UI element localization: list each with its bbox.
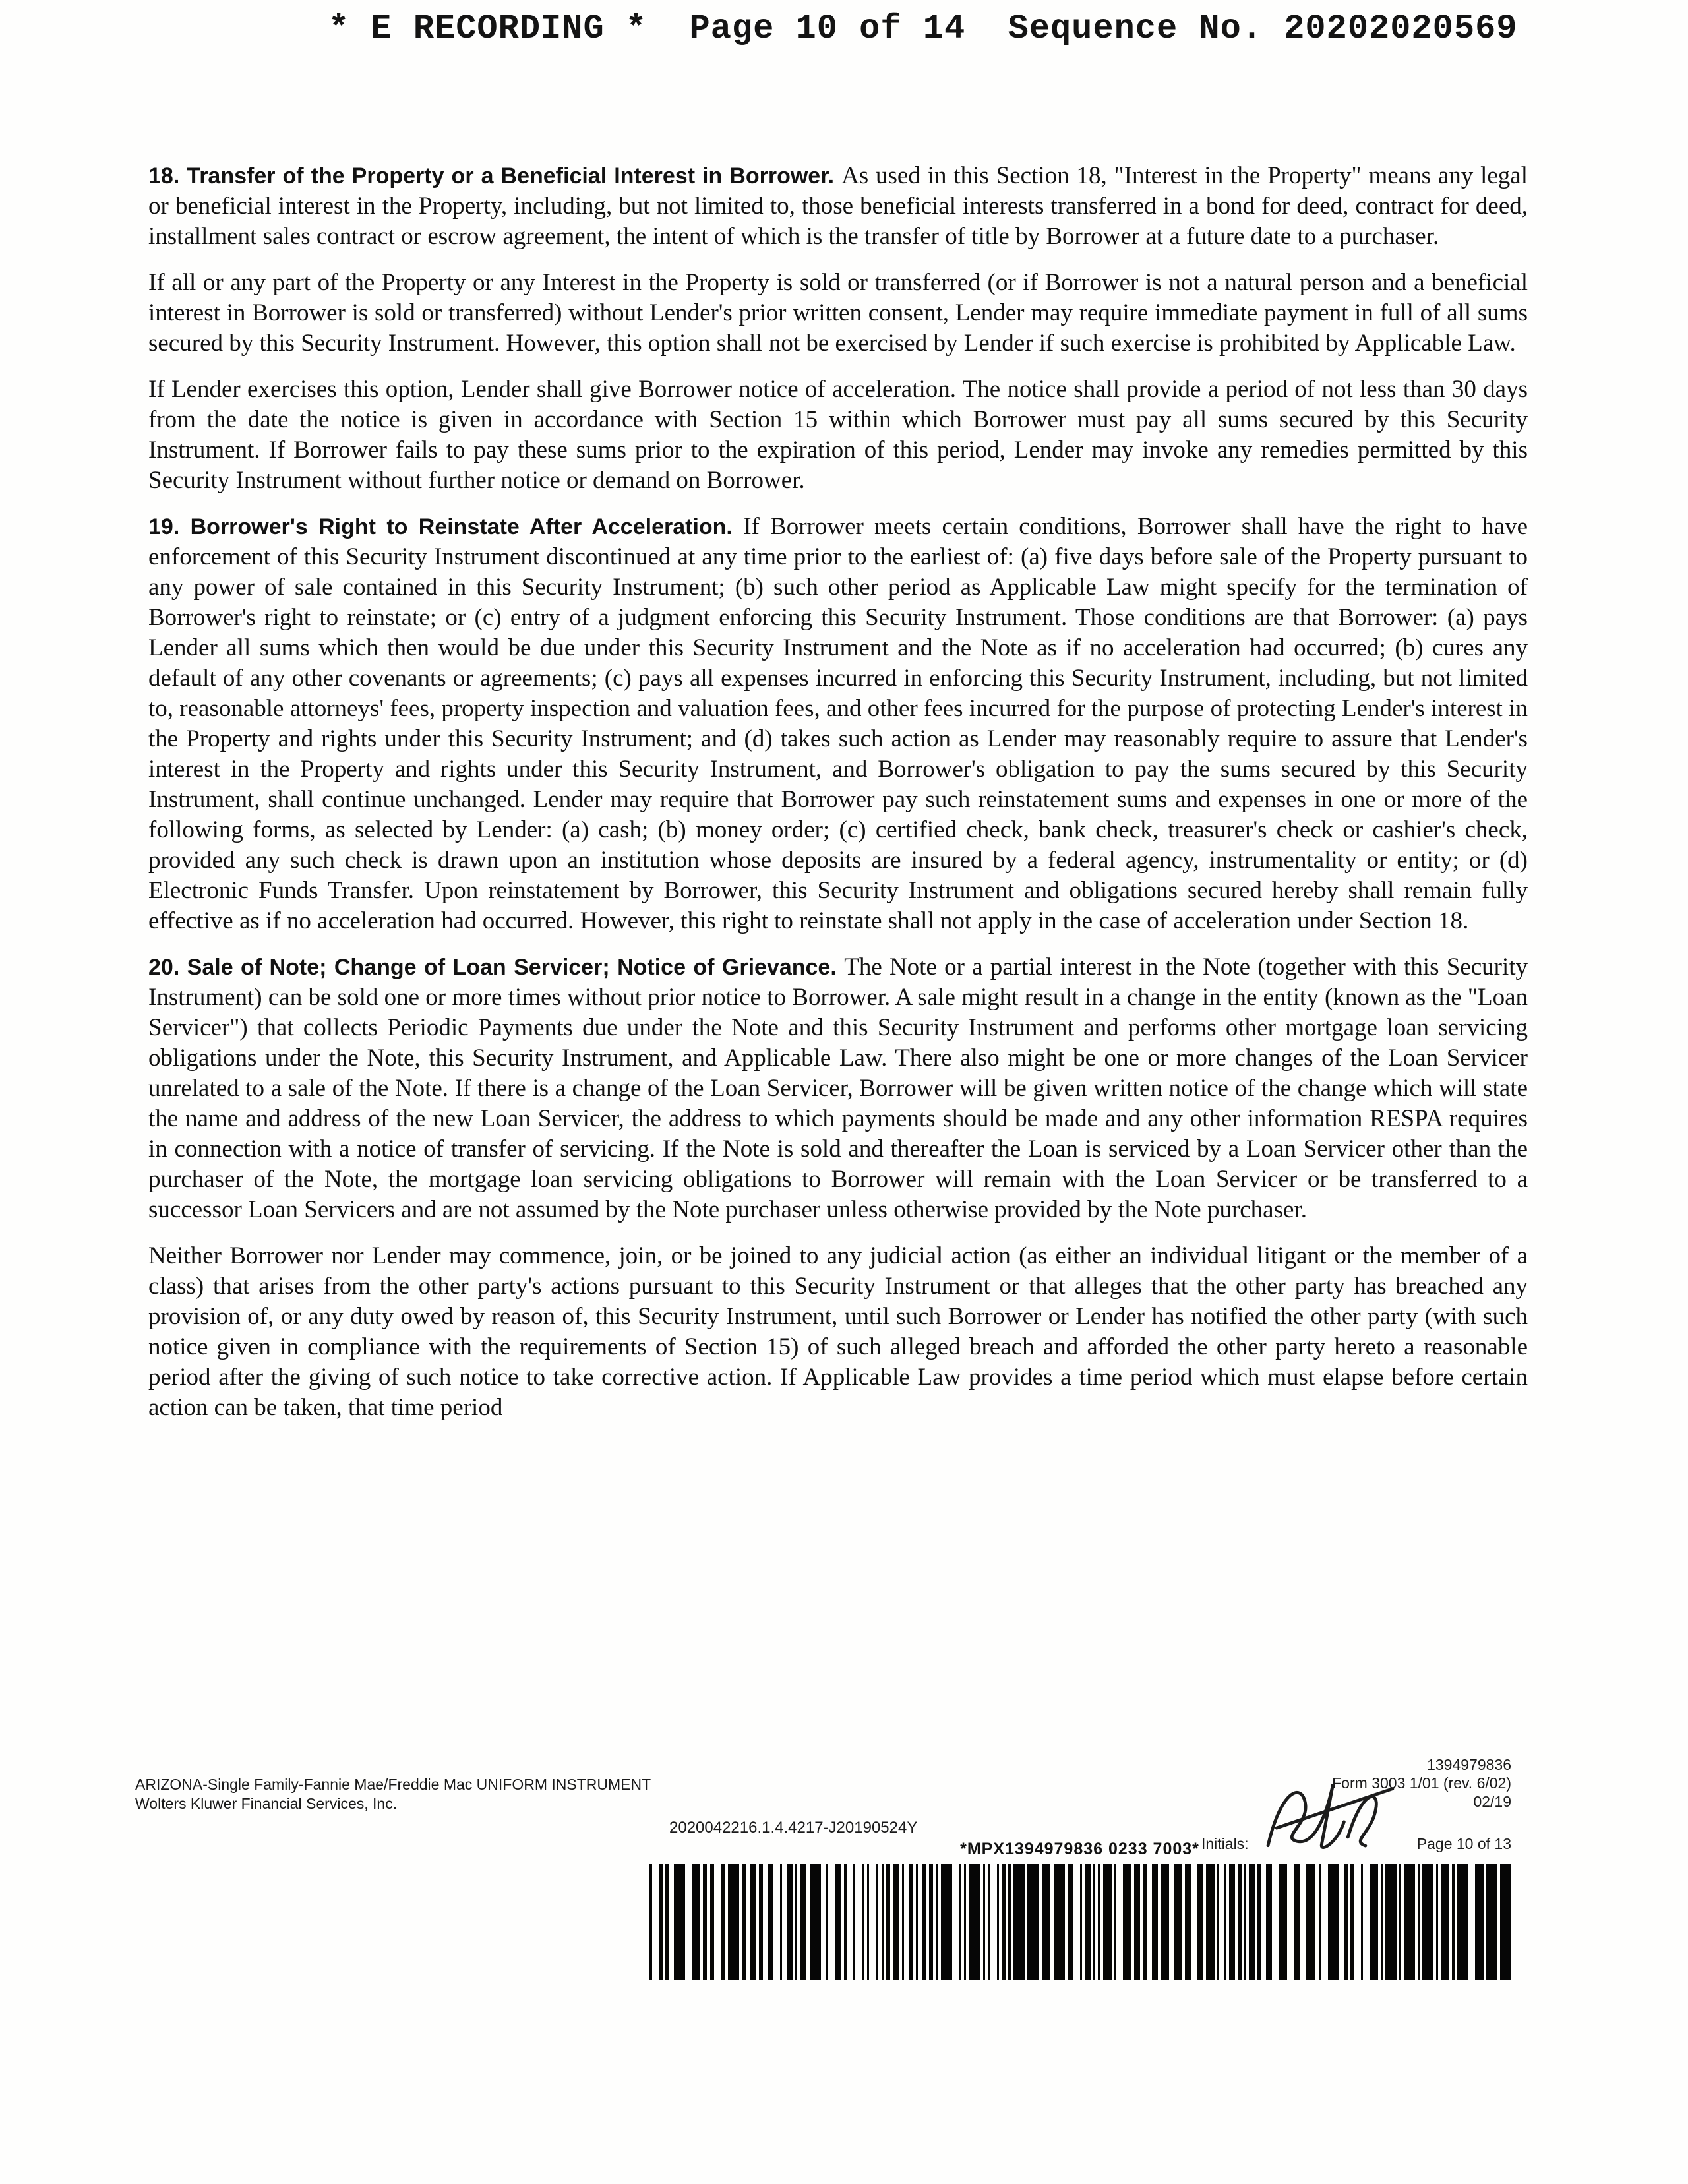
section-18-paragraph-3: If Lender exercises this option, Lender shall give Borrower notice of acceleration. The notice shall provide a period of not less than 30 days from the date the notice is given in accordance with Section 15 within which Borrower must pay all sums secured by this Security Instrument. If Borrower fails to pay these sums prior to the expiration of this period, Lender may invoke any remedies permitted by this Security Instrument without further notice or demand on Borrower.: [148, 376, 1528, 494]
e-recording-header: * E RECORDING * Page 10 of 14 Sequence No. 20202020569: [328, 9, 1518, 48]
section-20-heading: 20. Sale of Note; Change of Loan Servicer; Notice of Grievance.: [148, 955, 845, 980]
footer-form-identification: [135, 1775, 651, 1813]
barcode-label: *MPX1394979836 0233 7003*: [960, 1840, 1199, 1858]
footer-revision: 02/19: [1473, 1793, 1511, 1810]
footer-form-number: Form 3003 1/01 (rev. 6/02): [1332, 1774, 1511, 1792]
footer-page-label: Page 10 of 13: [1416, 1835, 1511, 1852]
section-18: [148, 161, 1528, 252]
document-body: [148, 161, 1528, 1439]
footer-vendor: Wolters Kluwer Financial Services, Inc.: [135, 1795, 398, 1812]
initials-signature: [1253, 1767, 1414, 1860]
section-18-paragraph-2: If all or any part of the Property or any Interest in the Property is sold or transferred (or if Borrower is not a natural person and a beneficial interest in Borrower is sold or transferred) without Lender's prior written consent, Lender may require immediate payment in full of all sums secured by this Security Instrument. However, this option shall not be exercised by Lender if such exercise is prohibited by Applicable Law.: [148, 269, 1528, 357]
initials-label: Initials:: [1201, 1835, 1249, 1852]
section-20: [148, 952, 1528, 1225]
section-19: [148, 512, 1528, 936]
section-19-lead-text: If Borrower meets certain conditions, Borrower shall have the right to have enforcement of this Security Instrument discontinued at any time prior to the earliest of: (a) five days before sale of the Property pursuant to any power of sale contained in this Security Instrument; (b) such other period as Applicable Law might specify for the termination of Borrower's right to reinstate; or (c) entry of a judgment enforcing this Security Instrument. Those conditions are that Borrower: (a) pays Lender all sums which then would be due under this Security Instrument and the Note as if no acceleration had occurred; (b) cures any default of any other covenants or agreements; (c) pays all expenses incurred in enforcing this Security Instrument, including, but not limited to, reasonable attorneys' fees, property inspection and valuation fees, and other fees incurred for the purpose of protecting Lender's interest in the Property and rights under this Security Instrument; and (d) takes such action as Lender may reasonably require to assure that Lender's interest in the Property and rights under this Security Instrument, and Borrower's obligation to pay the sums secured by this Security Instrument, shall continue unchanged. Lender may require that Borrower pay such reinstatement sums and expenses in one or more of the following forms, as selected by Lender: (a) cash; (b) money order; (c) certified check, bank check, treasurer's check or cashier's check, provided any such check is drawn upon an institution whose deposits are insured by a federal agency, instrumentality or entity; or (d) Electronic Funds Transfer. Upon reinstatement by Borrower, this Security Instrument and obligations secured hereby shall remain fully effective as if no acceleration had occurred. However, this right to reinstate shall not apply in the case of acceleration under Section 18.: [148, 513, 1528, 934]
section-19-heading: 19. Borrower's Right to Reinstate After Acceleration.: [148, 514, 744, 539]
section-18-lead-text: As used in this Section 18, "Interest in the Property" means any legal or beneficial interest in the Property, including, but not limited to, those beneficial interests transferred in a bond for deed, contract for deed, installment sales contract or escrow agreement, the intent of which is the transfer of title by Borrower at a future date to a purchaser.: [148, 162, 1528, 250]
footer-document-code: 2020042216.1.4.4217-J20190524Y: [669, 1819, 918, 1836]
barcode: [649, 1864, 1510, 1980]
footer-form-name: ARIZONA-Single Family-Fannie Mae/Freddie Mac UNIFORM INSTRUMENT: [135, 1776, 651, 1793]
footer-loan-number: 1394979836: [1427, 1756, 1511, 1773]
section-20-lead-text: The Note or a partial interest in the Note (together with this Security Instrument) can be sold one or more times without prior notice to Borrower. A sale might result in a change in the entity (known as the "Loan Servicer") that collects Periodic Payments due under the Note and this Security Instrument and performs other mortgage loan servicing obligations under the Note, this Security Instrument, and Applicable Law. There also might be one or more changes of the Loan Servicer unrelated to a sale of the Note. If there is a change of the Loan Servicer, Borrower will be given written notice of the change which will state the name and address of the new Loan Servicer, the address to which payments should be made and any other information RESPA requires in connection with a notice of transfer of servicing. If the Note is sold and thereafter the Loan is serviced by a Loan Servicer other than the purchaser of the Note, the mortgage loan servicing obligations to Borrower will remain with the Loan Servicer or be transferred to a successor Loan Servicers and are not assumed by the Note purchaser unless otherwise provided by the Note purchaser.: [148, 954, 1528, 1223]
section-20-paragraph-2: Neither Borrower nor Lender may commence, join, or be joined to any judicial action (as either an individual litigant or the member of a class) that arises from the other party's actions pursuant to this Security Instrument or that alleges that the other party has breached any provision of, or any duty owed by reason of, this Security Instrument, until such Borrower or Lender has notified the other party (with such notice given in compliance with the requirements of Section 15) of such alleged breach and afforded the other party hereto a reasonable period after the giving of such notice to take corrective action. If Applicable Law provides a time period which must elapse before certain action can be taken, that time period: [148, 1242, 1528, 1421]
section-18-heading: 18. Transfer of the Property or a Beneficial Interest in Borrower.: [148, 164, 842, 189]
